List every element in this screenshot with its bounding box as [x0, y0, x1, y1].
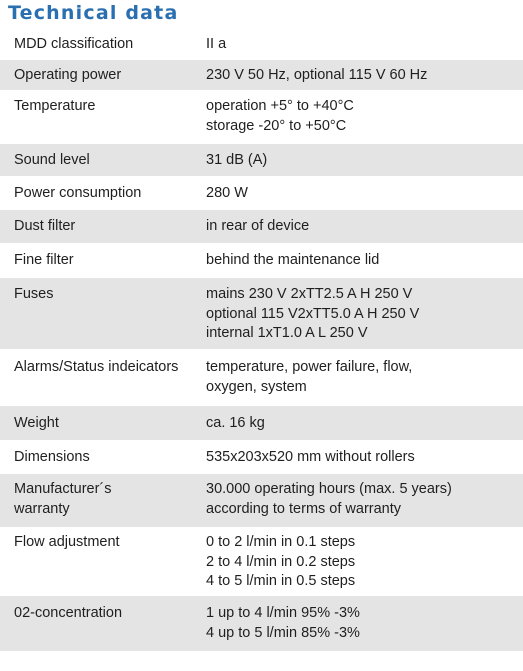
spec-table — [0, 29, 523, 652]
spec-value-line: 0 to 2 l/min in 0.1 steps — [206, 534, 356, 550]
spec-label-line: Fine filter — [14, 252, 74, 268]
spec-label — [0, 66, 192, 90]
spec-row-fuses — [0, 278, 523, 350]
spec-label-line: Dimensions — [14, 449, 90, 465]
spec-label — [0, 35, 192, 59]
spec-value — [192, 251, 523, 277]
spec-label-line: Dust filter — [14, 218, 76, 234]
spec-value — [192, 358, 523, 405]
spec-row-temperature — [0, 91, 523, 144]
spec-value — [192, 97, 523, 143]
spec-label-line: 02-concentration — [14, 605, 123, 621]
spec-row-operating-power — [0, 60, 523, 91]
spec-value-line: 1 up to 4 l/min 95% -3% — [206, 605, 360, 621]
spec-value — [192, 414, 523, 440]
spec-value-line: 280 W — [206, 185, 248, 201]
spec-row-weight — [0, 406, 523, 441]
spec-row-dust-filter — [0, 210, 523, 244]
spec-value — [192, 217, 523, 243]
spec-value — [192, 151, 523, 176]
spec-value-line: temperature, power failure, flow, — [206, 359, 413, 375]
spec-label-line: Flow adjustment — [14, 534, 120, 550]
spec-label-line: Temperature — [14, 98, 96, 114]
spec-value — [192, 184, 523, 209]
spec-label — [0, 251, 192, 277]
spec-row-power-consumption — [0, 177, 523, 210]
spec-label — [0, 604, 192, 651]
spec-label-line: Alarms/Status indeicators — [14, 359, 179, 375]
spec-label — [0, 184, 192, 209]
spec-label-line: warranty — [14, 500, 70, 517]
spec-label — [0, 285, 192, 349]
spec-value-line: operation +5° to +40°C — [206, 98, 354, 114]
spec-label — [0, 448, 192, 473]
spec-value-line: ca. 16 kg — [206, 415, 265, 431]
spec-value — [192, 285, 523, 349]
spec-value-line: 535x203x520 mm without rollers — [206, 449, 415, 465]
spec-label — [0, 151, 192, 176]
spec-value — [192, 533, 523, 595]
spec-label — [0, 414, 192, 440]
spec-row-fine-filter — [0, 244, 523, 278]
spec-label-line: Operating power — [14, 67, 122, 83]
spec-value-line: 4 to 5 l/min in 0.5 steps — [206, 573, 356, 589]
spec-label-line: Power consumption — [14, 185, 142, 201]
spec-label — [0, 217, 192, 243]
spec-value-line: mains 230 V 2xTT2.5 A H 250 V — [206, 286, 413, 302]
spec-row-sound-level — [0, 144, 523, 177]
spec-label — [0, 358, 192, 405]
spec-row-alarms-status — [0, 350, 523, 406]
spec-value-line: behind the maintenance lid — [206, 252, 380, 268]
spec-value — [192, 35, 523, 59]
spec-label-line: Weight — [14, 415, 59, 431]
spec-value — [192, 480, 523, 527]
spec-value-line: 4 up to 5 l/min 85% -3% — [206, 624, 360, 641]
spec-label — [0, 533, 192, 595]
spec-value-line: oxygen, system — [206, 378, 307, 395]
spec-label-line: Manufacturer´s — [14, 481, 112, 497]
spec-value — [192, 66, 523, 90]
spec-value-line: internal 1xT1.0 A L 250 V — [206, 325, 368, 341]
spec-value-line: storage -20° to +50°C — [206, 117, 347, 134]
spec-label — [0, 97, 192, 143]
spec-value-line: 230 V 50 Hz, optional 115 V 60 Hz — [206, 67, 428, 83]
spec-value-line: according to terms of warranty — [206, 500, 402, 517]
spec-value-line: II a — [206, 36, 227, 52]
spec-value — [192, 604, 523, 651]
spec-label-line: Sound level — [14, 152, 90, 168]
spec-value-line: optional 115 V2xTT5.0 A H 250 V — [206, 305, 420, 322]
spec-row-mdd-classification — [0, 29, 523, 60]
spec-row-flow-adjustment — [0, 528, 523, 596]
spec-value-line: 31 dB (A) — [206, 152, 268, 168]
spec-value — [192, 448, 523, 473]
spec-label — [0, 480, 192, 527]
page-title: Technical data — [8, 2, 179, 24]
spec-label-line: MDD classification — [14, 36, 134, 52]
spec-value-line: 30.000 operating hours (max. 5 years) — [206, 481, 452, 497]
spec-label-line: Fuses — [14, 286, 54, 302]
spec-value-line: 2 to 4 l/min in 0.2 steps — [206, 553, 356, 570]
spec-row-o2-concentration — [0, 596, 523, 652]
spec-value-line: in rear of device — [206, 218, 310, 234]
spec-row-manufacturers-warranty — [0, 474, 523, 528]
spec-row-dimensions — [0, 441, 523, 474]
